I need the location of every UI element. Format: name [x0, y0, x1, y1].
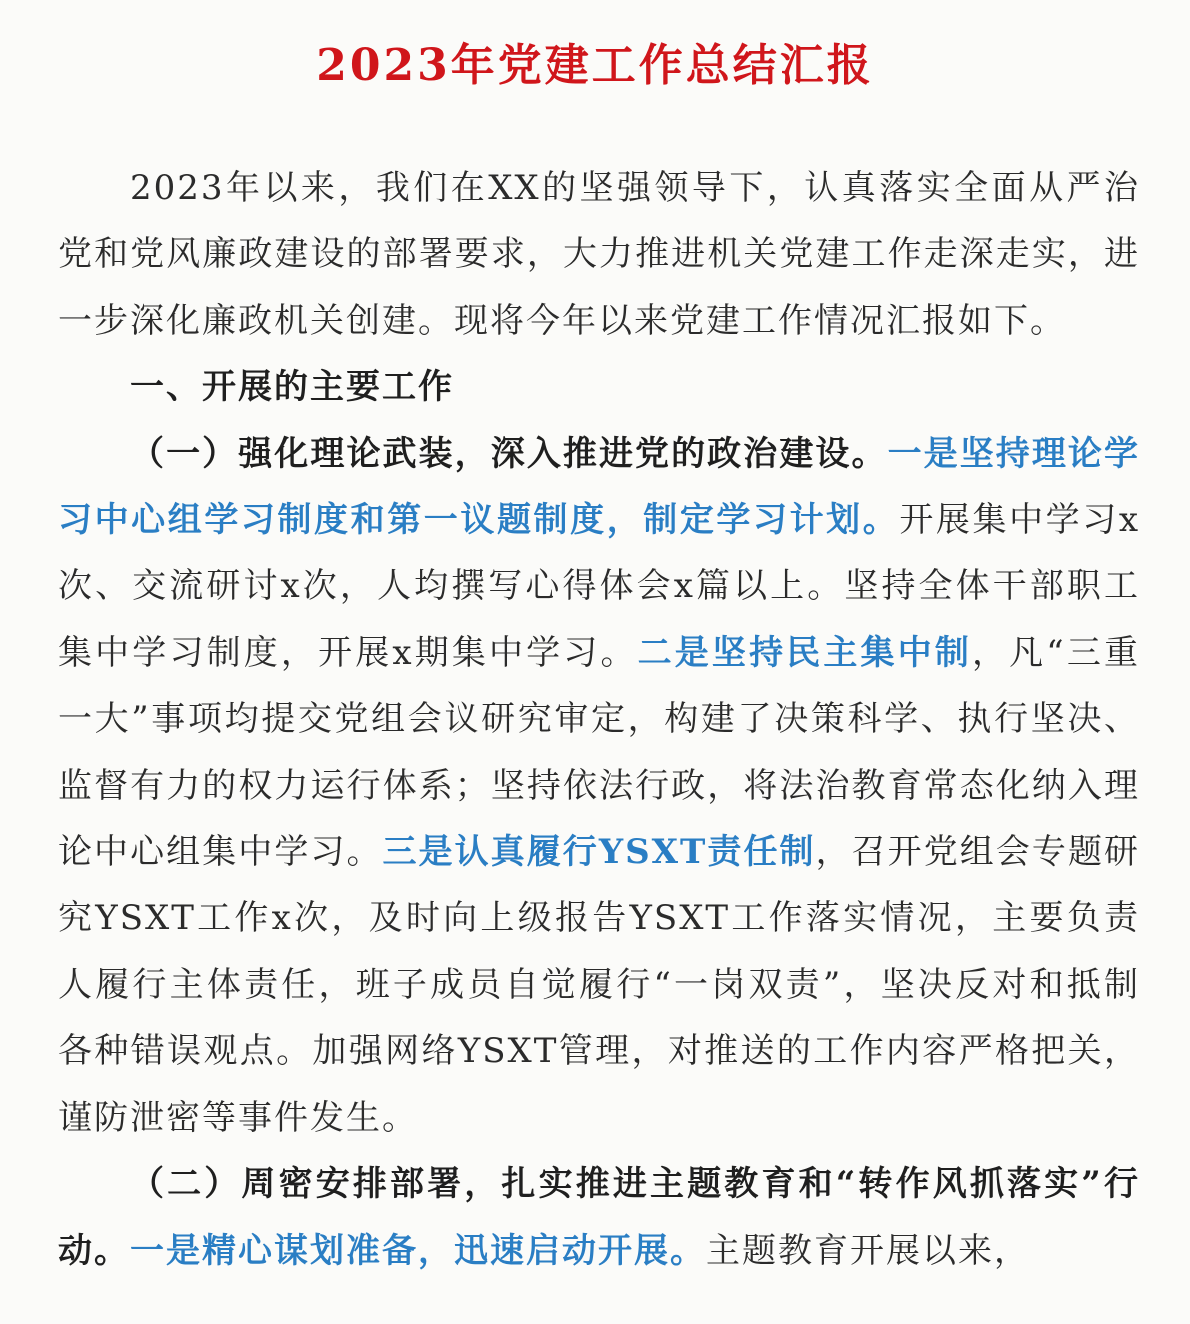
highlight-point-1: 一是精心谋划准备，迅速启动开展。 — [130, 1230, 706, 1271]
body-text: 开展集中学习x次、交流研讨x次，人均撰写心得体会x篇以上。坚持全体干部职工集中学习制度，开展x期集中学习。 — [58, 500, 1140, 673]
body-text: 主题教育开展以来， — [706, 1230, 1030, 1271]
subsection-1-heading: （一）强化理论武装，深入推进党的政治建设。 — [130, 433, 888, 474]
subsection-2-paragraph — [58, 1151, 1140, 1284]
subsection-1-paragraph — [58, 421, 1140, 1151]
document-title: 2023年党建工作总结汇报 — [316, 40, 874, 91]
intro-paragraph: 2023年以来，我们在XX的坚强领导下，认真落实全面从严治党和党风廉政建设的部署要求，大力推进机关党建工作走深走实，进一步深化廉政机关创建。现将今年以来党建工作情况汇报如下。 — [58, 168, 1140, 341]
body-text: ，凡“三重一大”事项均提交党组会议研究审定，构建了决策科学、执行坚决、监督有力的权力运行体系；坚持依法行政，将法治教育常态化纳入理论中心组集中学习。 — [58, 632, 1140, 873]
subsection-2-heading: （二）周密安排部署，扎实推进主题教育和“转作风抓落实”行动。 — [58, 1164, 1140, 1271]
body-text: ，召开党组会专题研究YSXT工作x次，及时向上级报告YSXT工作落实情况，主要负责人履行主体责任，班子成员自觉履行“一岗双责”，坚决反对和抵制各种错误观点。加强网络YSXT管理，对推送的工作内容严格把关，谨防泄密等事件发生。 — [58, 832, 1141, 1138]
highlight-point-3: 三是认真履行YSXT责任制 — [382, 832, 816, 873]
highlight-point-2: 二是坚持民主集中制 — [637, 632, 972, 673]
section-heading: 一、开展的主要工作 — [130, 367, 454, 408]
document-body — [58, 155, 1140, 1284]
highlight-point-1: 一是坚持理论学习中心组学习制度和第一议题制度，制定学习计划。 — [58, 433, 1141, 541]
